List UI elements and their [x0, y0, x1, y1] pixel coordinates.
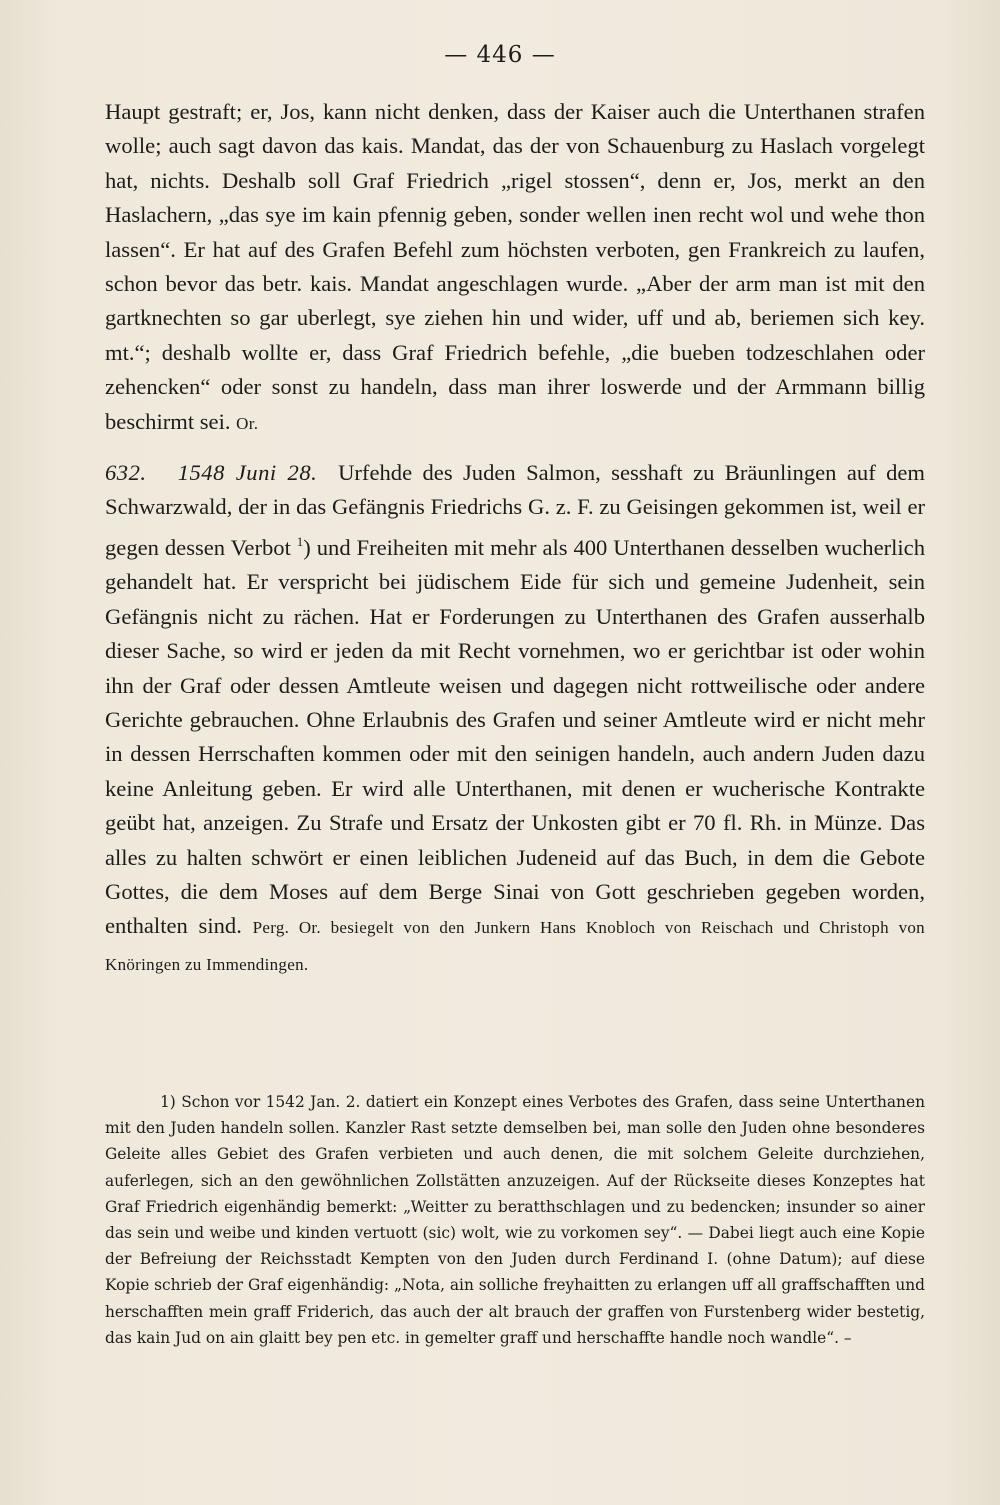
entry-date: 1548 Juni 28.: [177, 460, 318, 486]
entry-source-note: Perg. Or. besiegelt von den Junkern Hans Knobloch von Reischach und Christoph von Knöringen zu Immendingen.: [105, 918, 925, 974]
entry-text-part-2: ) und Freiheiten mit mehr als 400 Unterthanen desselben wucherlich gehandelt hat. Er verspricht bei jüdischem Eide für sich und gemeine Judenheit, sein Gefängnis nicht zu rächen. Hat er Forderungen zu Unterthanen des Grafen ausserhalb dieser Sache, so wird er jeden da mit Recht vornehmen, wo er gerichtbar ist oder wohin ihn der Graf oder dessen Amtleute weisen und dagegen nicht rottweilische oder andere Gerichte gebrauchen. Ohne Erlaubnis des Grafen und seiner Amtleute wird er nicht mehr in dessen Herrschaften kommen oder mit den seinigen handeln, auch andern Juden dazu keine Anleitung geben. Er wird alle Unterthanen, mit denen er wucherische Kontrakte geübt hat, anzeigen. Zu Strafe und Ersatz der Unkosten gibt er 70 fl. Rh. in Münze. Das alles zu halten schwört er einen leiblichen Judeneid auf das Buch, in dem die Gebote Gottes, die dem Moses auf dem Berge Sinai von Gott geschrieben gegeben worden, enthalten sind.: [105, 534, 925, 939]
footnotes: [105, 1089, 925, 1351]
document-entry-632: [105, 456, 925, 982]
entry-text-part-1: Urfehde des Juden Salmon, sesshaft zu Bräunlingen auf dem Schwarzwald, der in das Gefängnis Friedrichs G. z. F. zu Geisingen gekommen ist, weil er gegen dessen Verbot: [105, 460, 925, 560]
footnote-ref: 1: [296, 533, 304, 549]
paragraph-continuation: [105, 95, 925, 441]
footnote-1: 1) Schon vor 1542 Jan. 2. datiert ein Konzept eines Verbotes des Grafen, dass seine Unterthanen mit den Juden handeln sollen. Kanzler Rast setzte demselben bei, man solle den Juden ohne besonderes Geleite alles Gebiet des Grafen verbieten und auch denen, die mit solchem Geleite durchziehen, auferlegen, sich an den gewöhnlichen Zollstätten anzuzeigen. Auf der Rückseite dieses Konzeptes hat Graf Friedrich eigenhändig bemerkt: „Weitter zu beratthschlagen und zu bedencken; insunder so ainer das sein und weibe und kinden vertuott (sic) wolt, wie zu vorkomen sey“. — Dabei liegt auch eine Kopie der Befreiung der Reichsstadt Kempten von den Juden durch Ferdinand I. (ohne Datum); auf diese Kopie schrieb der Graf eigenhändig: „Nota, ain solliche freyhaitten zu erlangen uff all graffschafften und herschafften mein graff Friderich, das auch der alt brauch der graffen von Furstenberg wider bestetig, das kain Jud on ain glaitt bey pen etc. in gemelter graff und herschaffte handle noch wandle“. –: [105, 1093, 925, 1347]
paragraph-text: Haupt gestraft; er, Jos, kann nicht denken, dass der Kaiser auch die Unterthanen strafen wolle; auch sagt davon das kais. Mandat, das der von Schauenburg zu Haslach vorgelegt hat, nichts. Deshalb soll Graf Friedrich „rigel stossen“, denn er, Jos, merkt an den Haslachern, „das sye im kain pfennig geben, sonder wellen inen recht wol und wehe thon lassen“. Er hat auf des Grafen Befehl zum höchsten verboten, gen Frankreich zu laufen, schon bevor das betr. kais. Mandat angeschlagen wurde. „Aber der arm man ist mit den gartknechten so gar uberlegt, sye ziehen hin und wider, uff und ab, beriemen sich key. mt.“; deshalb wollte er, dass Graf Friedrich befehle, „die bueben todzeschlahen oder zehencken“ oder sonst zu handeln, dass man ihrer loswerde und der Armmann billig beschirmt sei.: [105, 99, 925, 434]
page-number: — 446 —: [444, 42, 556, 68]
entry-number: 632.: [105, 460, 147, 486]
source-note: Or.: [236, 413, 259, 433]
main-text: [105, 95, 925, 982]
